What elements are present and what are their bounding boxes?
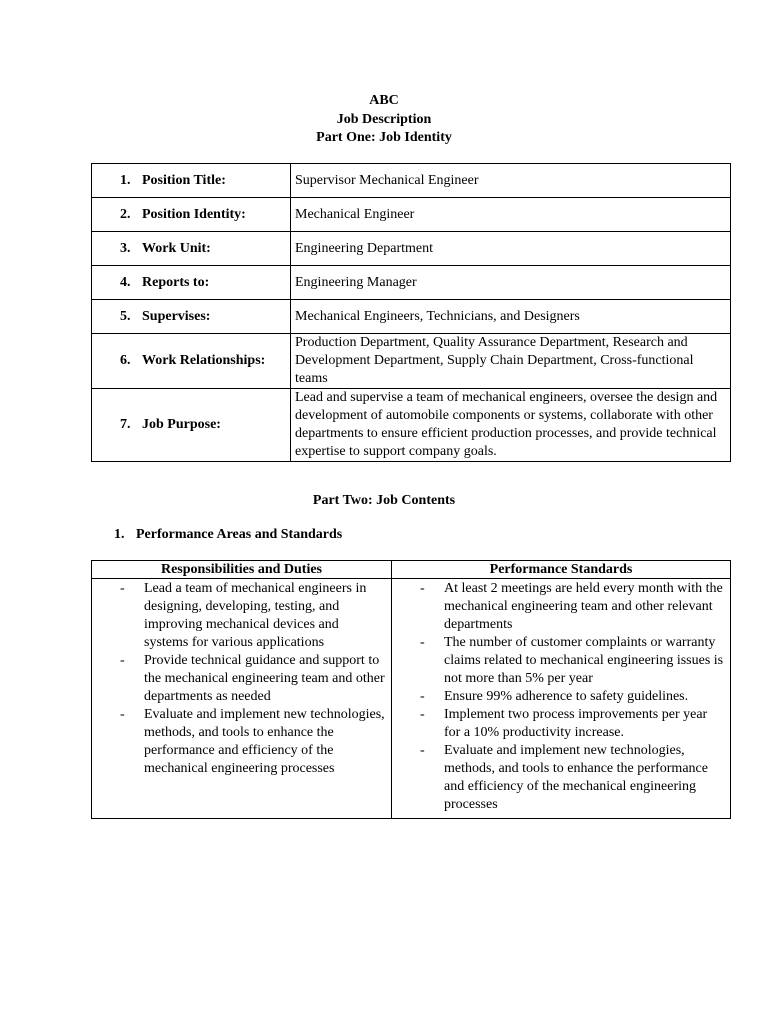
list-item: - Provide technical guidance and support to the mechanical engineering team and other departments as needed [120, 653, 385, 704]
identity-row [92, 334, 731, 389]
row-number: 7. [120, 417, 131, 432]
row-number: 5. [120, 308, 131, 324]
row-value: Mechanical Engineer [291, 198, 731, 232]
bullet-dash: - [120, 707, 125, 722]
row-label: Supervises: [142, 308, 211, 324]
identity-row [92, 164, 731, 198]
identity-row [92, 300, 731, 334]
bullet-dash: - [420, 635, 425, 650]
responsibilities-header: Responsibilities and Duties [92, 561, 392, 579]
row-label: Reports to: [142, 274, 210, 290]
list-item: - Implement two process improvements per year for a 10% productivity increase. [420, 707, 708, 740]
row-label: Work Unit: [142, 240, 211, 256]
list-item: - Lead a team of mechanical engineers in designing, developing, testing, and improving mechanical devices and systems for various applications [120, 581, 367, 650]
row-number: 1. [120, 172, 131, 188]
standards-list [392, 580, 730, 814]
row-number: 3. [120, 240, 131, 256]
row-value: Lead and supervise a team of mechanical engineers, oversee the design and development of automobile components or systems, collaborate with other departments to ensure efficient production processes, and provide technical expertise to support company goals. [291, 389, 731, 462]
row-label: Job Purpose: [142, 417, 221, 432]
row-label: Position Identity: [142, 206, 246, 222]
row-value: Mechanical Engineers, Technicians, and Designers [291, 300, 731, 334]
list-item: - At least 2 meetings are held every month with the mechanical engineering team and other relevant departments [420, 581, 723, 632]
bullet-dash: - [420, 581, 425, 596]
section-title: Performance Areas and Standards [136, 527, 343, 542]
bullet-dash: - [120, 653, 125, 668]
company-name: ABC [369, 93, 399, 108]
identity-row [92, 266, 731, 300]
document-header [0, 92, 768, 148]
row-label: Work Relationships: [142, 353, 266, 368]
bullet-dash: - [420, 707, 425, 722]
identity-row [92, 198, 731, 232]
bullet-dash: - [420, 689, 425, 704]
standards-cell [392, 579, 731, 819]
performance-header-row [92, 561, 731, 579]
performance-body-row [92, 579, 731, 819]
part-two-heading: Part Two: Job Contents [312, 493, 456, 508]
list-item: - The number of customer complaints or warranty claims related to mechanical engineering issues is not more than 5% per year [420, 635, 724, 686]
row-number: 2. [120, 206, 131, 222]
row-number: 4. [120, 274, 131, 290]
bullet-dash: - [420, 743, 425, 758]
row-value: Supervisor Mechanical Engineer [291, 164, 731, 198]
identity-row [92, 389, 731, 462]
section-heading [114, 527, 342, 543]
row-label: Position Title: [142, 172, 226, 188]
job-identity-table [91, 163, 731, 462]
identity-row [92, 232, 731, 266]
row-value: Engineering Manager [291, 266, 731, 300]
bullet-dash: - [120, 581, 125, 596]
list-item: - Ensure 99% adherence to safety guidelines. [420, 689, 689, 704]
row-value: Production Department, Quality Assurance Department, Research and Development Department, Supply Chain Department, Cross-functional teams [291, 334, 731, 389]
list-item: - Evaluate and implement new technologies, methods, and tools to enhance the performance and efficiency of the mechanical engineering processes [120, 707, 385, 776]
section-number: 1. [114, 527, 125, 542]
responsibilities-cell [92, 579, 392, 819]
responsibilities-list [92, 580, 391, 778]
document-title: Job Description [336, 111, 432, 127]
row-number: 6. [120, 353, 131, 368]
performance-table [91, 560, 731, 819]
part-one-heading: Part One: Job Identity [316, 130, 452, 145]
row-value: Engineering Department [291, 232, 731, 266]
list-item: - Evaluate and implement new technologies, methods, and tools to enhance the performance and efficiency of the mechanical engineering processes [420, 743, 708, 812]
standards-header: Performance Standards [392, 561, 731, 579]
